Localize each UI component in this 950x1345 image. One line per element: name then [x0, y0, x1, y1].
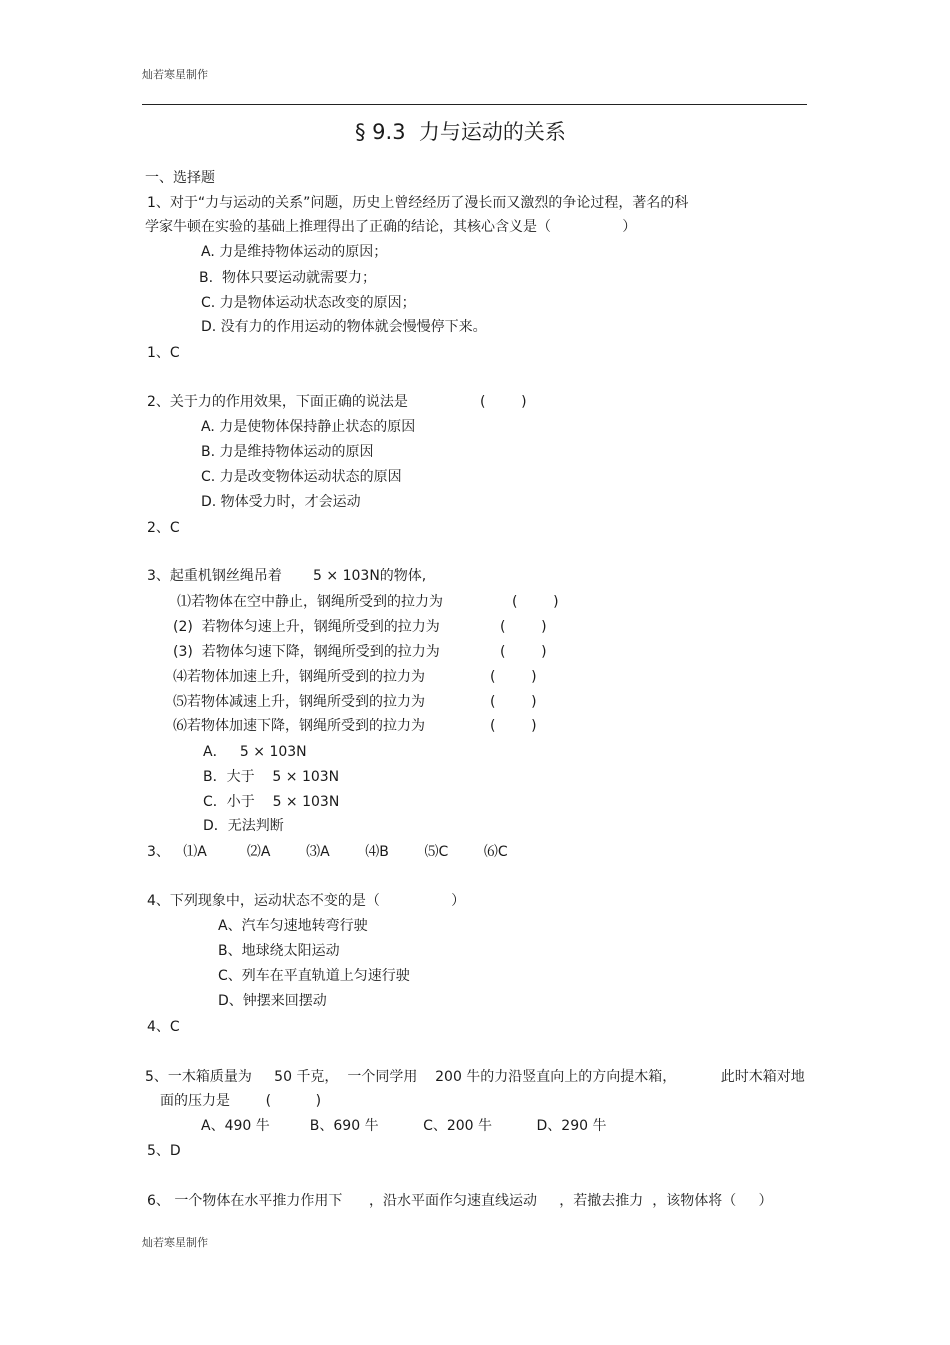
section-heading: 一、选择题 — [145, 170, 215, 186]
q1-option-a: A. 力是维持物体运动的原因； — [201, 244, 388, 260]
q5-answer: 5、D — [147, 1143, 181, 1159]
q5-stem-line1: 5、一木箱质量为 50 千克， 一个同学用 200 牛的力沿竖直向上的方向提木箱， 此时木箱对地 — [145, 1069, 805, 1085]
q4-answer: 4、C — [147, 1019, 180, 1035]
q2-paren: ( ) — [480, 394, 527, 410]
q2-stem: 2、关于力的作用效果，下面正确的说法是 — [147, 394, 408, 410]
q3-sub-5-paren: ( ) — [490, 694, 537, 710]
q3-option-b: B．大于 5 × 103N — [203, 769, 340, 785]
q1-stem-line1: 1、对于“力与运动的关系”问题，历史上曾经经历了漫长而又激烈的争论过程，著名的科 — [147, 195, 689, 211]
q3-option-d: D．无法判断 — [203, 818, 284, 834]
q3-sub-2: (2) 若物体匀速上升，钢绳所受到的拉力为 — [173, 619, 440, 635]
q1-option-b: B. 物体只要运动就需要力； — [199, 270, 376, 286]
header-divider — [142, 104, 807, 105]
q3-sub-1: ⑴若物体在空中静止，钢绳所受到的拉力为 — [177, 594, 443, 610]
q3-answer: 3、 ⑴A ⑵A ⑶A ⑷B ⑸C ⑹C — [147, 844, 508, 860]
q3-sub-4-paren: ( ) — [490, 669, 537, 685]
q6-stem: 6、 一个物体在水平推力作用下 ，沿水平面作匀速直线运动 ，若撤去推力 ，该物体将（ ） — [147, 1193, 773, 1209]
footer-maker: 灿若寒星制作 — [142, 1236, 208, 1249]
q3-sub-6: ⑹若物体加速下降，钢绳所受到的拉力为 — [173, 718, 425, 734]
q3-sub-1-paren: ( ) — [512, 594, 559, 610]
header-maker: 灿若寒星制作 — [142, 68, 208, 81]
q2-option-c: C. 力是改变物体运动状态的原因 — [201, 469, 402, 485]
q2-answer: 2、C — [147, 520, 180, 536]
q5-stem-line2: 面的压力是 ( ) — [160, 1093, 322, 1109]
q2-option-d: D. 物体受力时，才会运动 — [201, 494, 361, 510]
q3-sub-3-paren: ( ) — [500, 644, 547, 660]
q4-option-a: A、汽车匀速地转弯行驶 — [218, 918, 368, 934]
q1-option-c: C. 力是物体运动状态改变的原因； — [201, 295, 416, 311]
q4-option-c: C、列车在平直轨道上匀速行驶 — [218, 968, 410, 984]
q3-option-c: C．小于 5 × 103N — [203, 794, 340, 810]
q3-sub-6-paren: ( ) — [490, 718, 537, 734]
q4-option-b: B、地球绕太阳运动 — [218, 943, 340, 959]
q3-stem: 3、起重机钢丝绳吊着 5 × 103N的物体, — [147, 568, 427, 584]
q1-answer: 1、C — [147, 345, 180, 361]
q4-option-d: D、钟摆来回摆动 — [218, 993, 327, 1009]
q1-option-d: D. 没有力的作用运动的物体就会慢慢停下来。 — [201, 319, 487, 335]
q3-option-a: A． 5 × 103N — [203, 744, 307, 760]
q5-options: A、490 牛 B、690 牛 C、200 牛 D、290 牛 — [201, 1118, 607, 1134]
q4-stem: 4、下列现象中，运动状态不变的是（ ） — [147, 893, 466, 909]
q2-option-a: A. 力是使物体保持静止状态的原因 — [201, 419, 416, 435]
q3-sub-5: ⑸若物体减速上升，钢绳所受到的拉力为 — [173, 694, 425, 710]
page-title: § 9.3 力与运动的关系 — [355, 120, 566, 144]
q3-sub-4: ⑷若物体加速上升，钢绳所受到的拉力为 — [173, 669, 425, 685]
q3-sub-2-paren: ( ) — [500, 619, 547, 635]
q3-sub-3: (3) 若物体匀速下降，钢绳所受到的拉力为 — [173, 644, 440, 660]
q2-option-b: B. 力是维持物体运动的原因 — [201, 444, 374, 460]
q1-stem-line2: 学家牛顿在实验的基础上推理得出了正确的结论，其核心含义是（ ） — [145, 219, 637, 235]
